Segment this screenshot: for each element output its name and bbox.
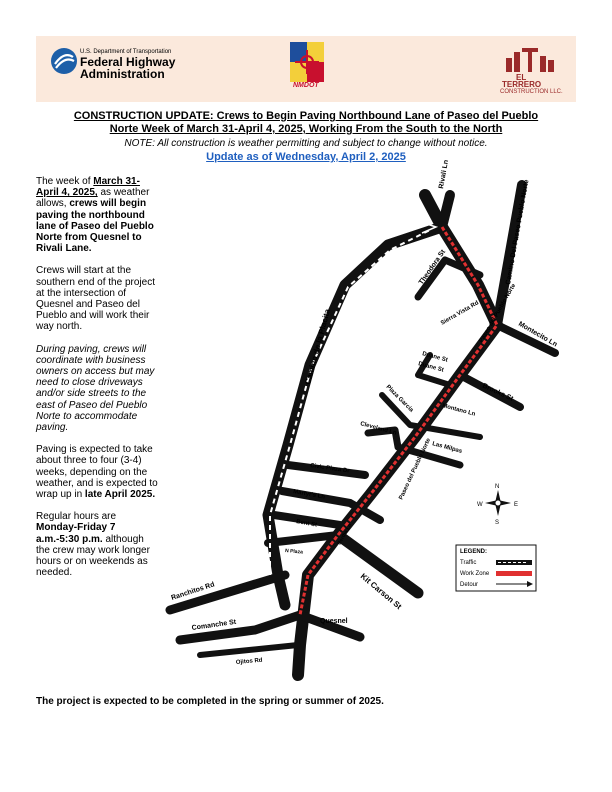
legend-traffic: Traffic — [460, 560, 477, 566]
label-duane-2: Duane St — [417, 361, 445, 374]
p5-text-c: although the crew may work longer hours or on weekends as needed. — [36, 533, 150, 579]
p4-text-b: late April 2025. — [84, 489, 156, 501]
label-ranchitos: Ranchitos Rd — [170, 581, 216, 602]
label-kit-carson: Kit Carson St — [358, 571, 404, 612]
p1-dates: March 31-April 4, 2025, — [36, 176, 140, 199]
contractor-line3: CONSTRUCTION LLC. — [500, 89, 563, 95]
nmdot-label: NMDOT — [293, 82, 319, 89]
label-sierra-vista: Sierra Vista Rd — [440, 300, 480, 327]
label-bent: Bent St — [295, 519, 318, 529]
label-las-milpas: Las Milpas — [431, 441, 463, 455]
p5-text-b: Monday-Friday 7 a.m.-5:30 p.m. — [36, 522, 116, 545]
weather-note: NOTE: All construction is weather permitting and subject to change without notice. — [124, 138, 488, 149]
label-camino-placita: Camino de la Placita — [303, 308, 333, 386]
label-brooks: Brooks St — [481, 382, 515, 403]
paragraph-duration — [36, 444, 158, 500]
contractor-line1: EL — [516, 73, 527, 82]
compass-s: S — [495, 520, 500, 526]
label-comanche: Comanche St — [191, 618, 237, 632]
label-duane-1: Duane St — [421, 351, 449, 364]
p5-text-a: Regular hours are — [36, 511, 117, 523]
label-paseo-1: Paseo del Pueblo Norte — [478, 282, 518, 344]
label-civic-plaza: Civic Plaza Dr — [309, 463, 350, 475]
fhwa-name-line2: Administration — [80, 67, 165, 81]
page-title — [36, 110, 576, 136]
label-plaza-garcia: Plaza Garcia — [384, 384, 415, 414]
legend-title: LEGEND: — [460, 549, 487, 555]
legend-detour: Detour — [460, 582, 479, 588]
label-bertha: Bertha Ln — [336, 522, 354, 546]
fhwa-name — [80, 56, 175, 80]
title-line1: CONSTRUCTION UPDATE: Crews to Begin Paving Northbound Lane of Paseo del Pueblo — [73, 110, 539, 122]
contractor-line2: TERRERO — [502, 80, 542, 89]
p4-text-a: Paving is expected to take about three to four (3-4) weeks, depending on the weather, and is expected to wrap up in — [36, 444, 158, 501]
title-line2: Norte Week of March 31-April 4, 2025, Working From the South to the North — [109, 123, 503, 135]
legend-work-zone: Work Zone — [460, 571, 490, 577]
label-theodora: Theodora St — [417, 248, 448, 287]
p1-text-a: The week of — [36, 176, 94, 187]
paragraph-hours — [36, 511, 158, 578]
label-cleveland: Cleveland Ln — [359, 421, 398, 437]
label-martyrs: Martyr's Ln — [292, 489, 326, 501]
label-montecito: Montecito Ln — [517, 320, 559, 349]
label-camino-del-paseo: Camino Del Paseo Pueblo Norte — [505, 179, 531, 286]
label-quesnel: Quesnel — [320, 618, 348, 625]
paragraph-start: Crews will start at the southern end of the project at the intersection of Quesnel and Paseo del Pueblo and will work their way north. — [36, 265, 155, 333]
label-paseo-2: Paseo del Pueblo Norte — [398, 437, 433, 501]
label-rivali: Rivali Ln — [438, 159, 451, 190]
label-montano: Montano Ln — [441, 403, 476, 418]
p1-text-c: as weather allows, — [36, 187, 150, 210]
p1-text-d: crews will begin paving the northbound lane of Paseo del Pueblo Norte from Quesnel to Rivali Lane. — [36, 198, 154, 255]
nmdot-logo-icon — [290, 42, 324, 82]
construction-map — [160, 159, 580, 680]
fhwa-emblem-icon — [50, 47, 78, 75]
fhwa-name-line1: Federal Highway — [80, 55, 176, 69]
fhwa-department: U.S. Department of Transportation — [80, 49, 172, 55]
el-terrero-logo-icon — [504, 46, 556, 72]
compass-e: E — [514, 502, 519, 508]
fhwa-logo — [50, 47, 176, 81]
update-date: Update as of Wednesday, April 2, 2025 — [206, 151, 406, 163]
completion-note: The project is expected to be completed in the spring or summer of 2025. — [36, 696, 384, 707]
compass-rose-icon — [477, 484, 518, 526]
compass-n: N — [495, 484, 500, 490]
body-column — [36, 176, 158, 590]
label-ojitos: Ojitos Rd — [235, 657, 263, 666]
legend-work-zone-swatch — [496, 571, 532, 576]
paragraph-schedule — [36, 176, 158, 254]
map-legend — [456, 545, 536, 591]
road-ojitos — [200, 645, 298, 655]
label-n-plaza: N Plaza — [284, 548, 304, 556]
paragraph-access: During paving, crews will coordinate with business owners on access but may need to close driveways and/or side streets to the east of Paseo del Pueblo Norte to accommodate paving. — [36, 343, 155, 434]
compass-w: W — [477, 502, 483, 508]
